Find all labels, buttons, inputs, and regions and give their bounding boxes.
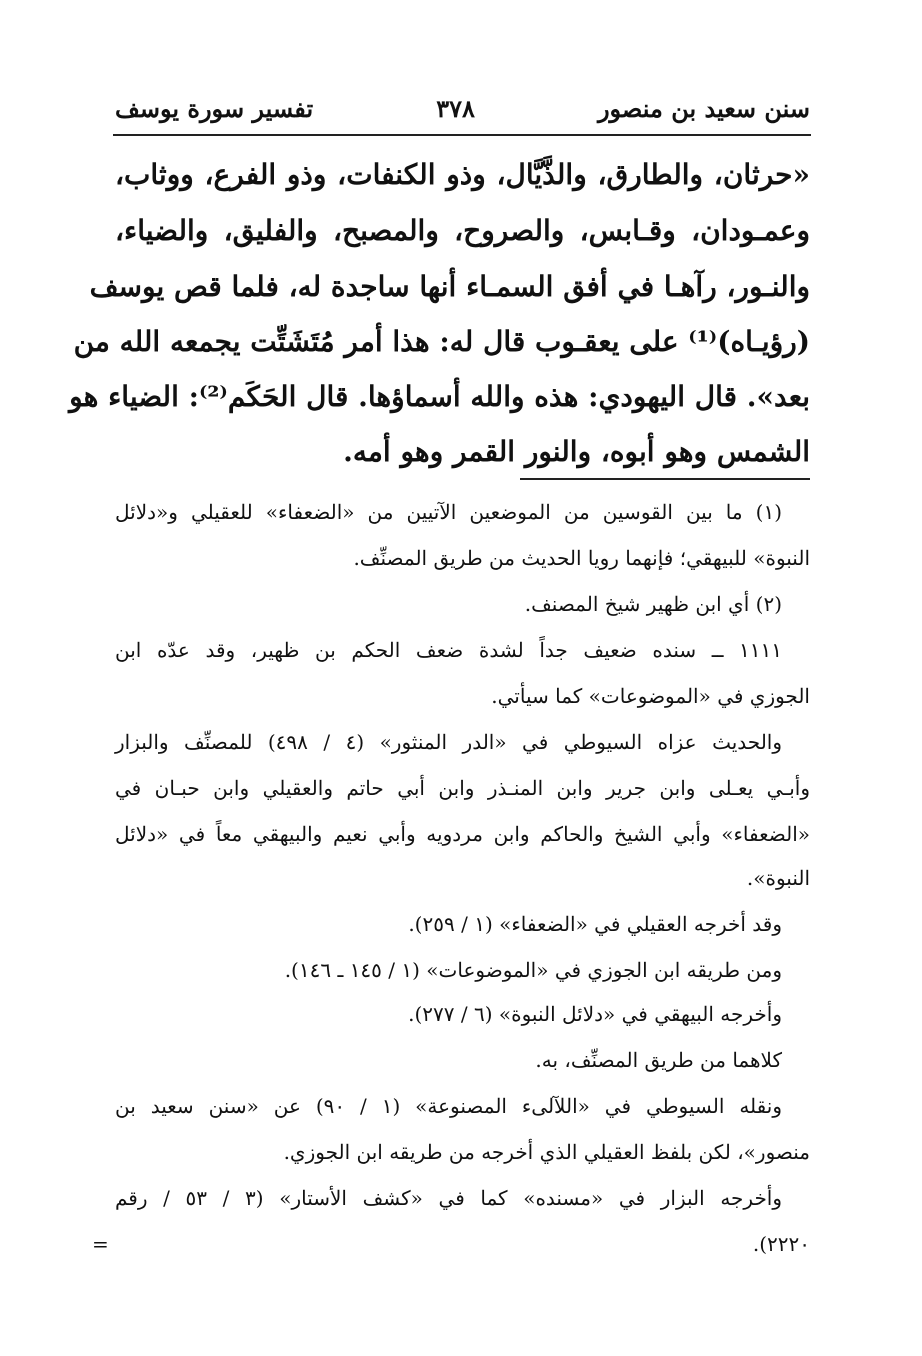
footnote-line: وقد أخرجه العقيلي في «الضعفاء» (١ / ٢٥٩).: [408, 912, 782, 936]
page-number: ٣٧٨: [436, 93, 475, 123]
main-text-line: الشمس وهو أبوه، والنور القمر وهو أمه.: [343, 435, 810, 468]
footnote-line: ونقله السيوطي في «اللآلىء المصنوعة» (١ / ٩٠) عن «سنن سعيد بن: [115, 1094, 783, 1118]
main-text-line: بعد». قال اليهودي: هذه والله أسماؤها. قال الحَكَم⁽²⁾: الضياء هو: [69, 380, 810, 413]
footnote-line: وأخرجه البيهقي في «دلائل النبوة» (٦ / ٢٧٧).: [408, 1002, 782, 1026]
main-text-line: وعمـودان، وقـابس، والصروح، والمصبح، والفليق، والضياء،: [115, 214, 810, 247]
footnote-line: ومن طريقه ابن الجوزي في «الموضوعات» (١ / ١٤٥ ـ ١٤٦).: [284, 958, 782, 982]
footnote-line: وأبـي يعـلى وابن جرير وابن المنـذر وابن أبي حاتم والعقيلي وابن حبـان في: [115, 776, 810, 800]
footnote-line: وأخرجه البزار في «مسنده» كما في «كشف الأستار» (٣ / ٥٣ / رقم: [115, 1186, 783, 1210]
footnote-line: ١١١١ ــ سنده ضعيف جداً لشدة ضعف الحكم بن ظهير، وقد عدّه ابن: [115, 638, 782, 662]
footnote-line: والحديث عزاه السيوطي في «الدر المنثور» (٤ / ٤٩٨) للمصنِّف والبزار: [115, 730, 782, 754]
main-text-line: «حرثان، والطارق، والذَّيَّال، وذو الكنفات، وذو الفرع، ووثاب،: [115, 158, 810, 191]
running-header: [115, 88, 810, 128]
continuation-mark: =: [92, 1232, 109, 1256]
footnote-line: النبوة» للبيهقي؛ فإنهما رويا الحديث من طريق المصنِّف.: [353, 546, 810, 570]
footnote-line: منصور»، لكن بلفظ العقيلي الذي أخرجه من طريقه ابن الجوزي.: [283, 1140, 810, 1164]
main-text-line: (رؤيـاه)⁽¹⁾ على يعقـوب قال له: هذا أمر مُتَشَتِّت يجمعه الله من: [73, 325, 810, 358]
section-title: تفسير سورة يوسف: [115, 93, 314, 123]
footnote-line: كلاهما من طريق المصنِّف، به.: [535, 1048, 782, 1072]
book-title: سنن سعيد بن منصور: [597, 93, 810, 123]
footnote-line: ٢٢٢٠).: [752, 1232, 810, 1256]
header-rule: [113, 134, 811, 136]
footnote-line: «الضعفاء» وأبي الشيخ والحاكم وابن مردويه وأبي نعيم والبيهقي معاً في «دلائل: [115, 822, 810, 846]
main-text-line: والنـور، رآهـا في أفق السمـاء أنها ساجدة له، فلما قص يوسف: [89, 270, 810, 303]
footnote-line: النبوة».: [746, 866, 810, 890]
footnote-line: الجوزي في «الموضوعات» كما سيأتي.: [491, 684, 810, 708]
footnote-line: (١) ما بين القوسين من الموضعين الآتيين من «الضعفاء» للعقيلي و«دلائل: [115, 500, 782, 524]
footnote-separator: [520, 478, 810, 480]
footnote-line: (٢) أي ابن ظهير شيخ المصنف.: [524, 592, 782, 616]
